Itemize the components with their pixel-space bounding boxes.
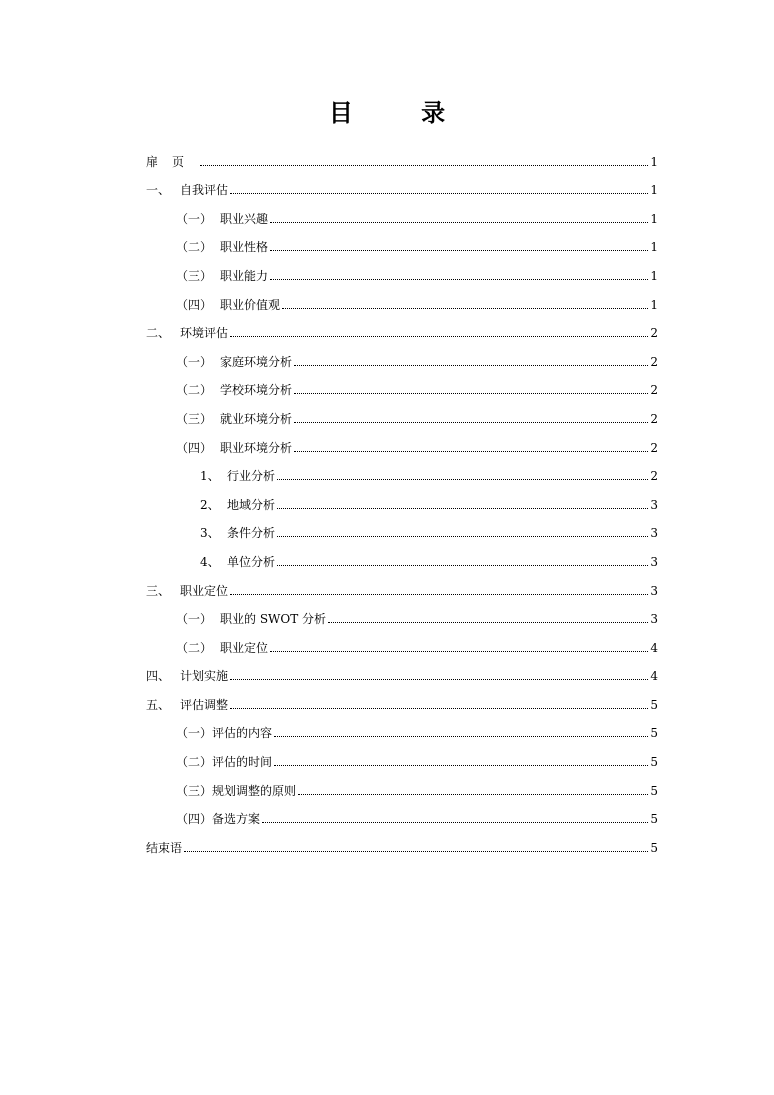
toc-entry-number: 四、: [146, 669, 171, 684]
toc-entry[interactable]: [146, 569, 658, 598]
toc-entry-number: 二、: [146, 326, 171, 341]
toc-dot-leader: [294, 364, 648, 366]
toc-entry-number: 一、: [146, 183, 171, 198]
toc-entry-title: 备选方案: [212, 812, 261, 827]
toc-entry-number: （二）: [176, 240, 213, 255]
toc-entry[interactable]: [146, 397, 658, 426]
toc-entry-title: 环境评估: [180, 326, 229, 341]
toc-entry-title: 自我评估: [180, 183, 229, 198]
toc-entry-title: 规划调整的原则: [212, 783, 297, 798]
toc-page-number: 3: [650, 612, 658, 627]
toc-page-number: 3: [650, 554, 658, 569]
toc-entry[interactable]: [146, 340, 658, 369]
toc-dot-leader: [282, 307, 648, 309]
toc-entry-title: 单位分析: [227, 554, 276, 569]
toc-dot-leader: [270, 278, 648, 280]
toc-page-number: 2: [650, 440, 658, 455]
toc-page-number: 5: [650, 840, 658, 855]
toc-page-number: 3: [650, 526, 658, 541]
toc-page-number: 5: [650, 697, 658, 712]
toc-dot-leader: [230, 192, 648, 194]
toc-entry[interactable]: [146, 769, 658, 798]
toc-dot-leader: [277, 478, 648, 480]
toc-entry-number: 2、: [200, 497, 220, 512]
toc-entry-number: （二）: [176, 640, 213, 655]
toc-entry[interactable]: [146, 540, 658, 569]
toc-entry-title: 评估调整: [180, 697, 229, 712]
toc-entry-title: 职业环境分析: [220, 440, 293, 455]
toc-entry-number: （一）: [176, 612, 213, 627]
toc-entry-number: （一）: [176, 726, 213, 741]
toc-entry-number: 五、: [146, 697, 171, 712]
toc-entry[interactable]: [146, 369, 658, 398]
toc-dot-leader: [270, 650, 648, 652]
toc-page-number: 2: [650, 411, 658, 426]
toc-entry-title: 家庭环境分析: [220, 354, 293, 369]
toc-dot-leader: [277, 564, 648, 566]
toc-dot-leader: [200, 164, 648, 166]
toc-entry-number: （三）: [176, 783, 213, 798]
toc-dot-leader: [294, 450, 648, 452]
toc-entry-title: 职业性格: [220, 240, 269, 255]
toc-page-number: 4: [650, 640, 658, 655]
toc-page-number: 3: [650, 583, 658, 598]
toc-entry-number: 4、: [200, 554, 220, 569]
toc-entry[interactable]: [146, 740, 658, 769]
toc-page-number: 2: [650, 383, 658, 398]
toc-dot-leader: [274, 735, 648, 737]
toc-entry-number: 3、: [200, 526, 220, 541]
toc-dot-leader: [294, 392, 648, 394]
toc-dot-leader: [274, 764, 648, 766]
toc-entry[interactable]: [146, 598, 658, 627]
toc-entry-title: 计划实施: [180, 669, 229, 684]
toc-entry[interactable]: [146, 826, 658, 855]
toc-entry-number: （一）: [176, 354, 213, 369]
toc-entry[interactable]: [146, 283, 658, 312]
toc-entry-number: （四）: [176, 440, 213, 455]
toc-page-number: 2: [650, 354, 658, 369]
toc-entry[interactable]: [146, 254, 658, 283]
toc-entry[interactable]: [146, 626, 658, 655]
toc-page-number: 3: [650, 497, 658, 512]
toc-dot-leader: [262, 821, 648, 823]
toc-dot-leader: [230, 335, 648, 337]
toc-page-number: 2: [650, 469, 658, 484]
toc-entry-number: （二）: [176, 383, 213, 398]
toc-entry[interactable]: [146, 197, 658, 226]
toc-entry[interactable]: [146, 655, 658, 684]
toc-page-number: 1: [650, 211, 658, 226]
toc-dot-leader: [230, 593, 648, 595]
toc-dot-leader: [277, 535, 648, 537]
toc-entry-number: 1、: [200, 469, 220, 484]
toc-page-number: 1: [650, 268, 658, 283]
toc-title: 目 录: [328, 98, 476, 127]
toc-dot-leader: [298, 793, 648, 795]
toc-page-number: 1: [650, 297, 658, 312]
toc-entry-number: （三）: [176, 268, 213, 283]
toc-dot-leader: [230, 707, 648, 709]
toc-entry-title: 职业的 SWOT 分析: [220, 612, 327, 627]
toc-entry-title: 结束语: [146, 840, 183, 855]
toc-entry[interactable]: [146, 798, 658, 827]
toc-entry[interactable]: [146, 312, 658, 341]
toc-entry-title: 就业环境分析: [220, 411, 293, 426]
toc-entry[interactable]: [146, 426, 658, 455]
toc-entry[interactable]: [146, 455, 658, 484]
toc-entry-title: 评估的时间: [212, 755, 273, 770]
toc-entry-number: （一）: [176, 211, 213, 226]
toc-entry[interactable]: [146, 512, 658, 541]
toc-dot-leader: [270, 221, 648, 223]
toc-entry-number: （二）: [176, 755, 213, 770]
toc-entry-title: 行业分析: [227, 469, 276, 484]
toc-entry[interactable]: [146, 140, 658, 169]
toc-entry-number: （四）: [176, 812, 213, 827]
toc-entry-title: 职业价值观: [220, 297, 281, 312]
toc-entry-title: 扉页: [146, 154, 199, 169]
toc-page-number: 5: [650, 783, 658, 798]
toc-entry-number: 三、: [146, 583, 171, 598]
toc-page-number: 1: [650, 183, 658, 198]
toc-entry[interactable]: [146, 712, 658, 741]
toc-entry[interactable]: [146, 226, 658, 255]
toc-dot-leader: [230, 678, 648, 680]
toc-entry-title: 职业定位: [220, 640, 269, 655]
toc-entry-number: （三）: [176, 411, 213, 426]
toc-entry-title: 职业兴趣: [220, 211, 269, 226]
toc-page-number: 5: [650, 755, 658, 770]
toc-entry[interactable]: [146, 483, 658, 512]
toc-page-number: 2: [650, 326, 658, 341]
toc-page-number: 5: [650, 812, 658, 827]
toc-entry-title: 条件分析: [227, 526, 276, 541]
toc-dot-leader: [328, 621, 648, 623]
toc-dot-leader: [294, 421, 648, 423]
toc-entry-title: 地域分析: [227, 497, 276, 512]
toc-page-number: 1: [650, 240, 658, 255]
toc-entry-title: 职业定位: [180, 583, 229, 598]
toc-page-number: 1: [650, 154, 658, 169]
toc-page-number: 4: [650, 669, 658, 684]
toc-entry-title: 学校环境分析: [220, 383, 293, 398]
toc-dot-leader: [277, 507, 648, 509]
toc-dot-leader: [270, 249, 648, 251]
toc-list: [146, 140, 658, 855]
toc-dot-leader: [184, 850, 648, 852]
toc-entry[interactable]: [146, 169, 658, 198]
toc-entry-title: 评估的内容: [212, 726, 273, 741]
toc-entry-number: （四）: [176, 297, 213, 312]
toc-entry-title: 职业能力: [220, 268, 269, 283]
toc-entry[interactable]: [146, 683, 658, 712]
toc-page-number: 5: [650, 726, 658, 741]
